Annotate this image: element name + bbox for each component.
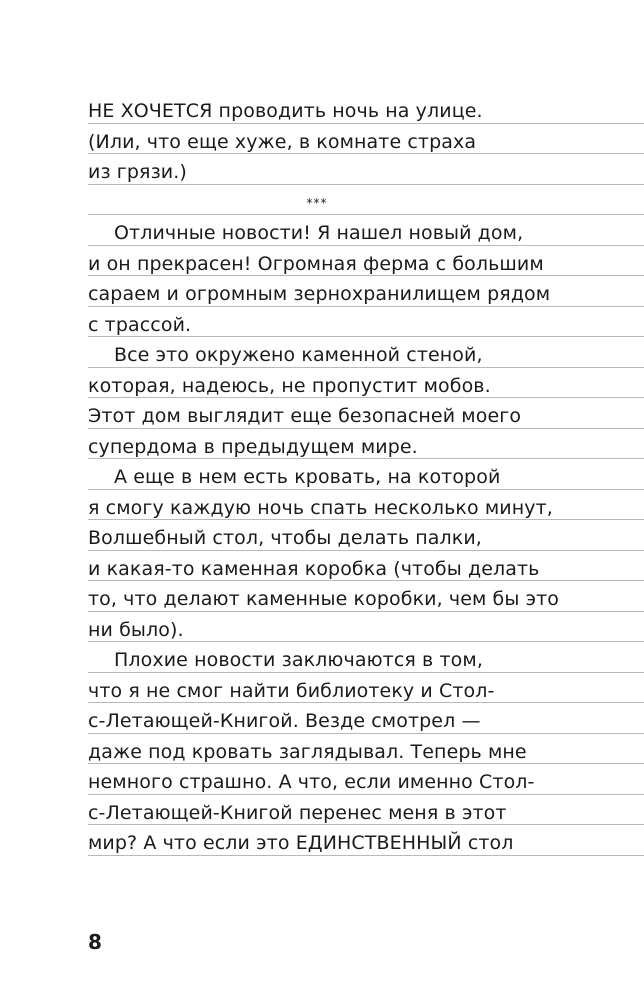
text-line: (Или, что еще хуже, в комнате страха	[88, 130, 477, 153]
text-line: с трассой.	[88, 313, 192, 336]
text-line: А еще в нем есть кровать, на которой	[114, 466, 501, 488]
text-line: немного страшно. А что, если именно Стол-	[88, 771, 535, 793]
text-line: что я не смог найти библиотеку и Стол-	[88, 679, 495, 702]
text-line: сараем и огромным зернохранилищем рядом	[88, 283, 551, 305]
text-line: Волшебный стол, чтобы делать палки,	[88, 527, 482, 549]
text-line: с-Летающей-Книгой перенес меня в этот	[88, 801, 507, 824]
text-line: Все это окружено каменной стеной,	[114, 344, 483, 366]
text-line: Плохие новости заключаются в том,	[114, 649, 483, 671]
page-text	[88, 96, 636, 859]
text-line: я смогу каждую ночь спать несколько минут,	[88, 496, 553, 519]
text-line: даже под кровать заглядывал. Теперь мне	[88, 740, 527, 763]
text-line: то, что делают каменные коробки, чем бы это	[88, 588, 560, 610]
text-line: Отличные новости! Я нашел новый дом,	[114, 222, 524, 244]
text-line: с-Летающей-Книгой. Везде смотрел —	[88, 710, 481, 732]
page-number: 8	[88, 930, 102, 954]
text-line: НЕ ХОЧЕТСЯ проводить ночь на улице.	[88, 100, 483, 122]
text-line: ни было).	[88, 618, 184, 641]
text-line: которая, надеюсь, не пропустит мобов.	[88, 374, 491, 397]
text-line: супердома в предыдущем мире.	[88, 435, 418, 458]
text-line: Этот дом выглядит еще безопасней моего	[88, 405, 522, 427]
text-line: из грязи.)	[88, 161, 187, 183]
text-line: мир? А что если это ЕДИНСТВЕННЫЙ стол	[88, 832, 514, 854]
section-separator: ***	[306, 195, 328, 210]
text-line: и какая-то каменная коробка (чтобы делать	[88, 557, 540, 580]
text-line: и он прекрасен! Огромная ферма с большим	[88, 252, 544, 275]
